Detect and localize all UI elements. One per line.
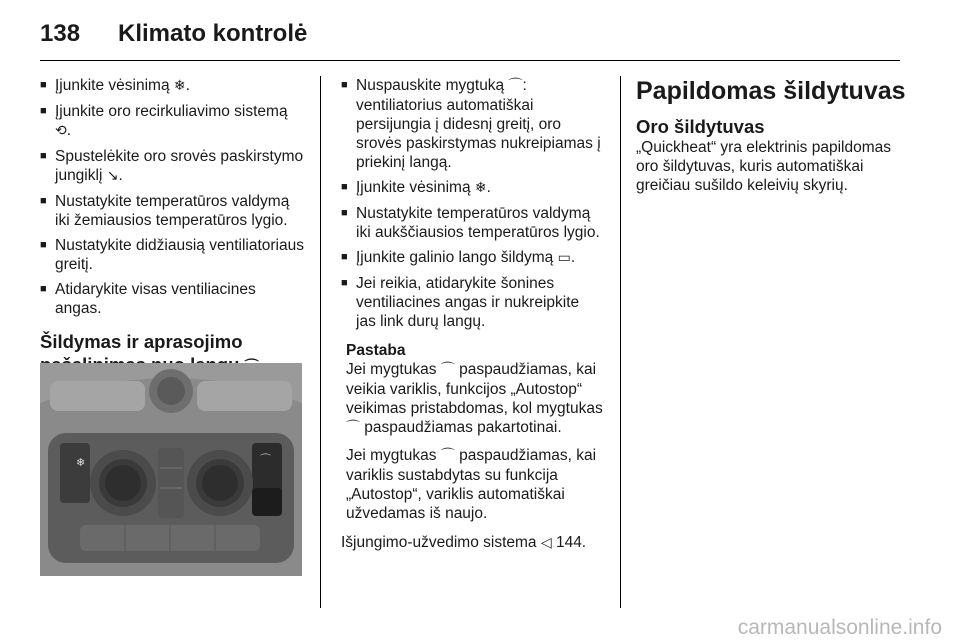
bullet-icon: ■ [341,251,348,263]
column-right [636,70,906,195]
bullet-icon: ■ [40,105,47,117]
bullet-icon: ■ [40,79,47,91]
column-left [40,70,306,379]
list-item: ■ Nuspauskite mygtuką ⌒: ventiliatorius automatiškai persijungia į didesnį greitį, oro srovės paskirstymas nukreipiamas į priekinį langą. [341,77,601,171]
svg-text:❄: ❄ [76,456,86,469]
air-distribution-icon: ↘ [106,168,119,184]
list-item: ■ Nustatykite temperatūros valdymą iki aukščiausios temperatūros lygio. [341,205,600,241]
list-item: ■ Įjunkite vėsinimą ❄. [40,77,190,94]
header-rule [40,60,900,61]
windscreen-defrost-icon: ⌒ [346,420,360,436]
note-paragraph: Jei mygtukas ⌒ paspaudžiamas, kai variklis sustabdytas su funkcija „Autostop“, variklis automatiškai užvedamas iš naujo. [346,447,597,522]
instruction-list [40,76,306,318]
bullet-icon: ■ [341,207,348,219]
bullet-icon: ■ [40,150,47,162]
section-heading: Papildomas šildytuvas [636,77,906,105]
bullet-icon: ■ [341,79,348,91]
page-number: 138 [40,20,81,47]
windscreen-defrost-icon: ⌒ [440,362,455,378]
column-divider [320,76,321,608]
cross-reference[interactable]: Išjungimo-užvedimo sistema ◁ 144. [341,534,587,551]
cooling-icon: ❄ [173,78,186,94]
svg-text:⌒: ⌒ [260,453,271,466]
list-item: ■ Atidarykite visas ventiliacines angas. [40,281,256,317]
climate-control-panel-photo [40,363,302,576]
section-subheading: Šildymas ir aprasojimo [40,330,306,379]
list-item: ■ Įjunkite oro recirkuliavimo sistemą ⟲. [40,103,288,139]
page-title: Klimato kontrolė [118,20,308,47]
column-middle [341,70,603,553]
bullet-icon: ■ [341,277,348,289]
note-title: Pastaba [346,342,406,359]
instruction-list [341,76,603,331]
note-paragraph: Jei mygtukas ⌒ paspaudžiamas, kai veikia variklis, funkcijos „Autostop“ veikimas pristabdomas, kol mygtukas ⌒ paspaudžiamas pakartotinai. [346,361,603,436]
reference-arrow-icon: ◁ [540,535,552,551]
cooling-icon: ❄ [474,180,487,196]
bullet-icon: ■ [40,283,47,295]
windscreen-defrost-icon: ⌒ [440,448,455,464]
list-item: ■ Įjunkite galinio lango šildymą ▭. [341,249,576,266]
bullet-icon: ■ [341,181,348,193]
recirculation-icon: ⟲ [55,123,67,139]
column-divider [620,76,621,608]
windscreen-defrost-icon: ⌒ [508,78,523,94]
list-item: ■ Jei reikia, atidarykite šonines ventiliacines angas ir nukreipkite jas link durų langų. [341,275,580,330]
list-item: ■ Įjunkite vėsinimą ❄. [341,179,491,196]
list-item: ■ Spustelėkite oro srovės paskirstymo jungiklį ↘. [40,148,304,184]
list-item: ■ Nustatykite didžiausią ventiliatoriaus greitį. [40,237,304,273]
page-header [40,14,900,64]
bullet-icon: ■ [40,239,47,251]
body-paragraph: „Quickheat“ yra elektrinis papildomas oro šildytuvas, kuris automatiškai greičiau sušildo keleivių skyrių. [636,139,891,194]
section-subheading: Oro šildytuvas [636,116,765,137]
list-item: ■ Nustatykite temperatūros valdymą iki žemiausios temperatūros lygio. [40,193,290,229]
rear-window-heating-icon: ▭ [557,250,571,266]
watermark: carmanualsonline.info [737,616,942,639]
bullet-icon: ■ [40,195,47,207]
